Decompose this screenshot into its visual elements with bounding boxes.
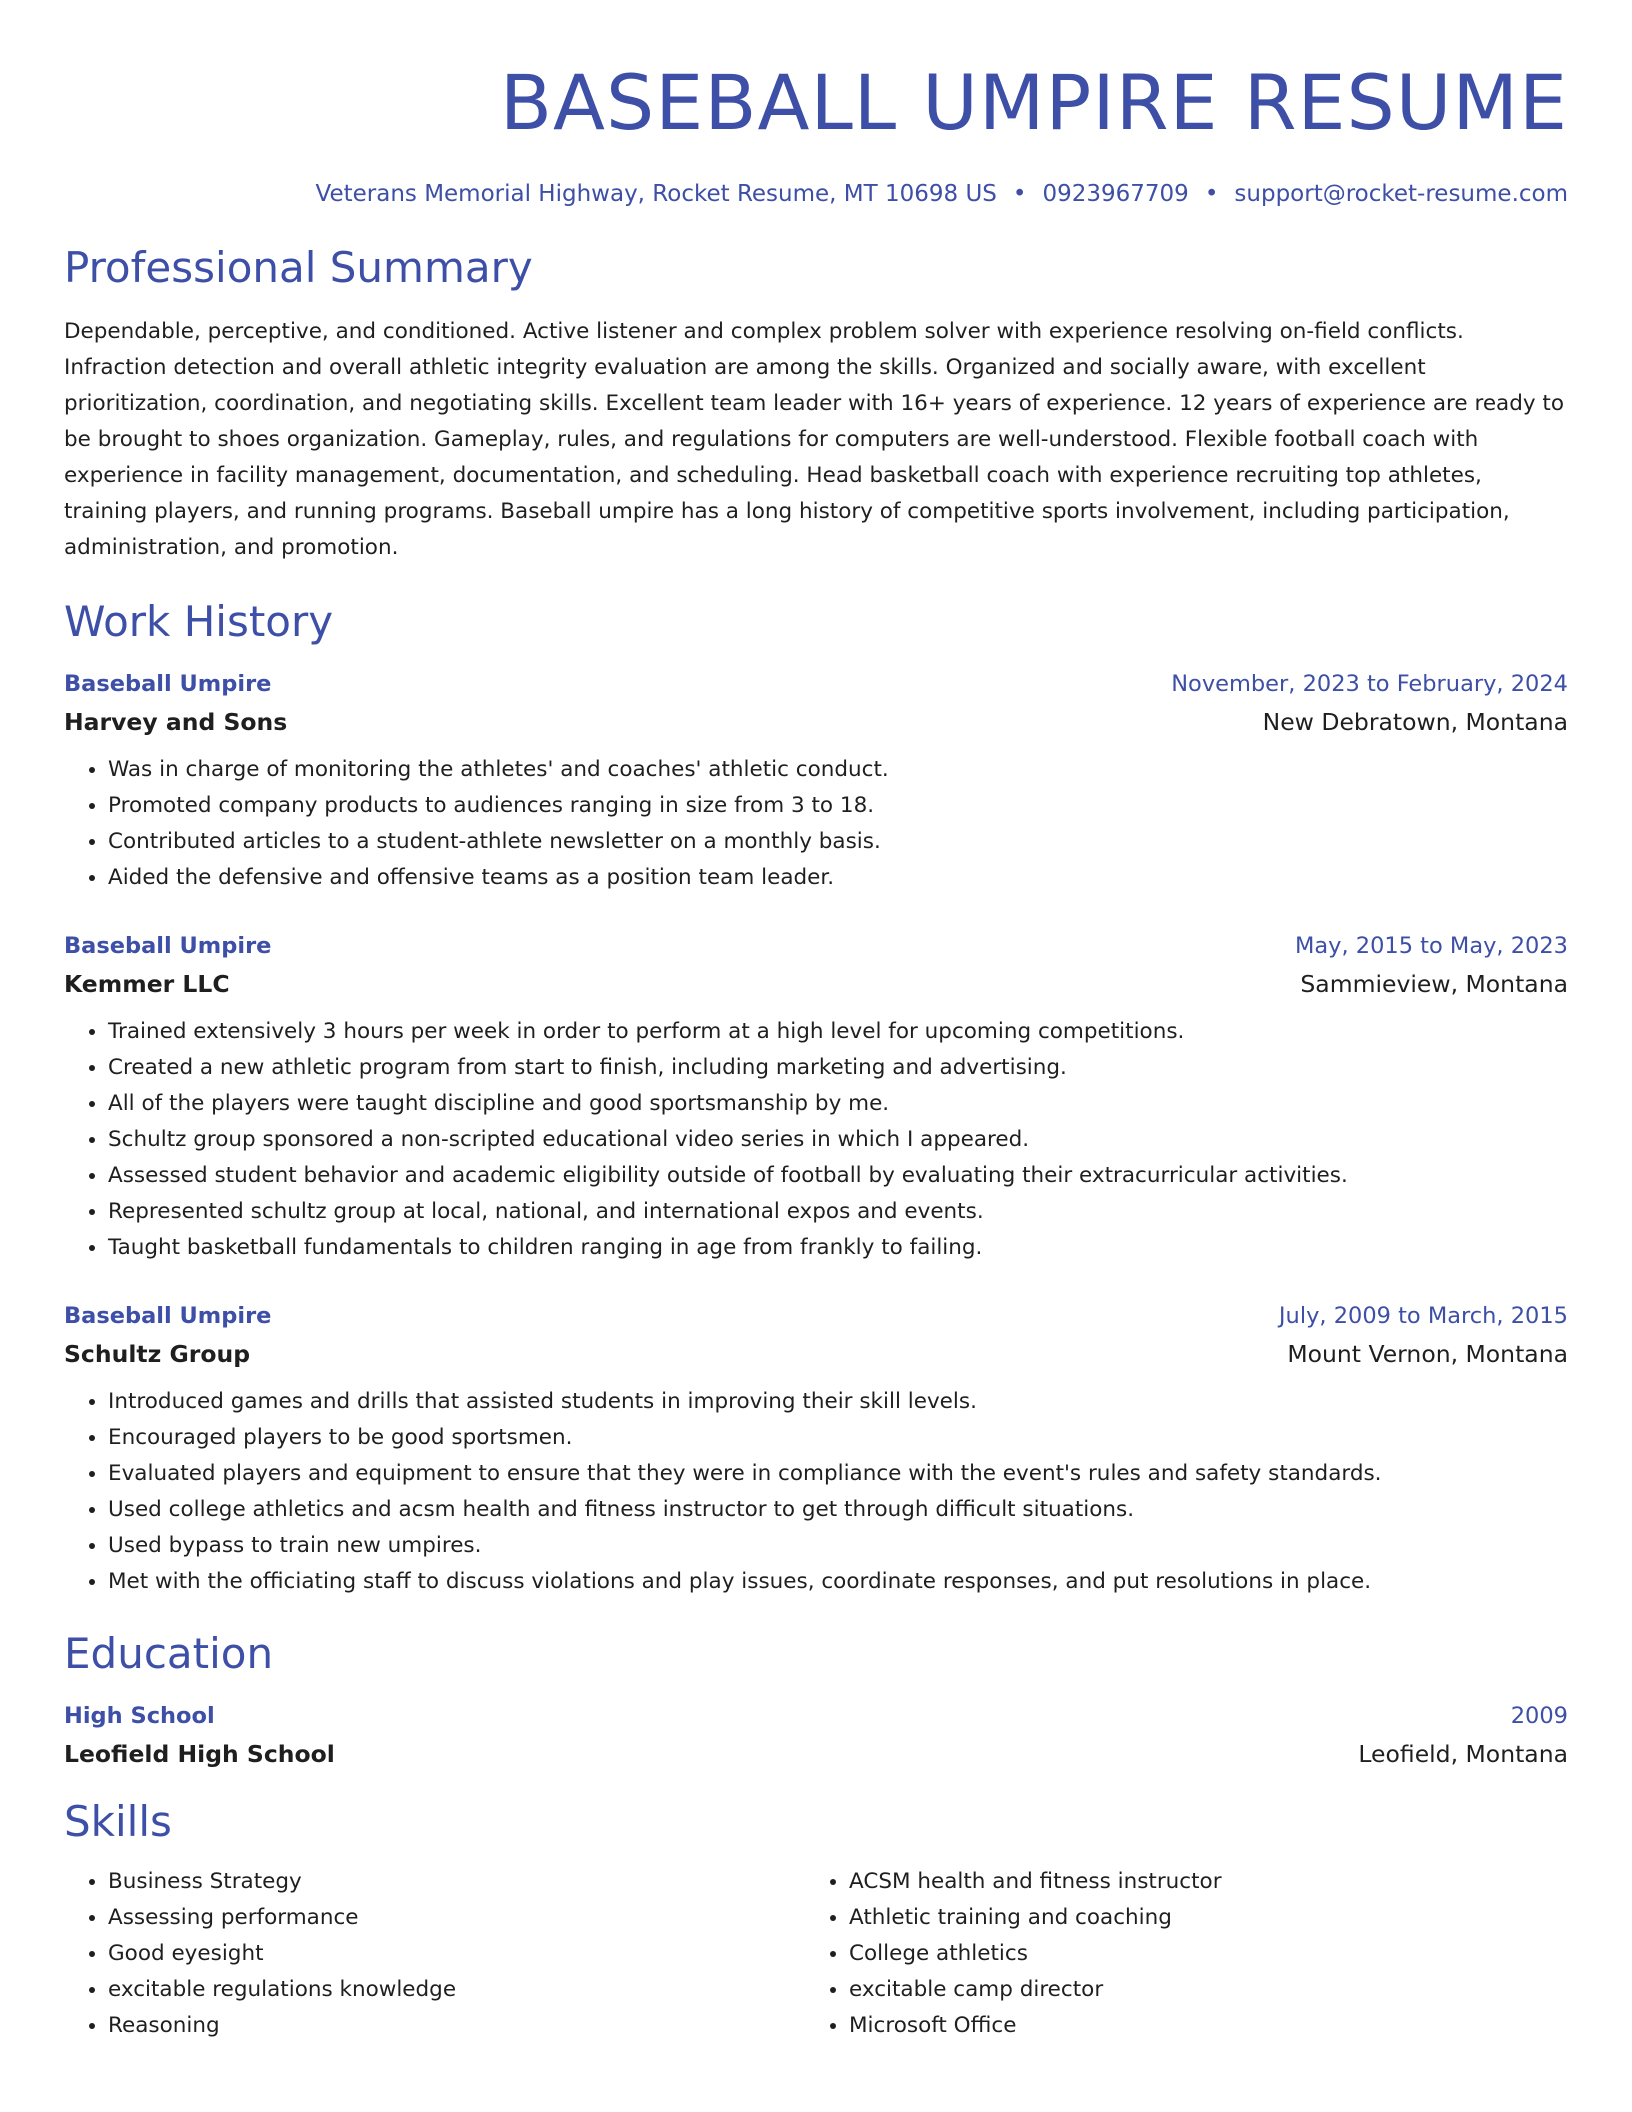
- skill-item: • Reasoning: [108, 2008, 805, 2044]
- skills-list-left: [64, 1864, 805, 2044]
- job-title: Baseball Umpire: [64, 671, 272, 697]
- job-bullet: • Promoted company products to audiences ranging in size from 3 to 18.: [108, 788, 1568, 824]
- skills-column-left: [64, 1864, 805, 2044]
- skills-grid: [64, 1864, 1568, 2044]
- skills-column-right: [805, 1864, 1546, 2044]
- job-bullet-list: [64, 1384, 1568, 1600]
- education-year: 2009: [1510, 1703, 1568, 1729]
- job-title: Baseball Umpire: [64, 933, 272, 959]
- job-company: Schultz Group: [64, 1340, 251, 1368]
- contact-phone: 0923967709: [1042, 181, 1189, 207]
- job-dates: July, 2009 to March, 2015: [1278, 1303, 1568, 1329]
- job-bullet: • All of the players were taught discipline and good sportsmanship by me.: [108, 1086, 1568, 1122]
- job-location: Sammieview, Montana: [1300, 970, 1568, 998]
- job-bullet: • Taught basketball fundamentals to children ranging in age from frankly to failing.: [108, 1230, 1568, 1266]
- work-history-heading: Work History: [64, 597, 334, 646]
- summary-text: Dependable, perceptive, and conditioned. Active listener and complex problem solver with experience resolving on-field conflicts. Infraction detection and overall athletic integrity evaluation are among the skills. Organized and socially aware, with excellent prioritization, coordination, and negotiating skills. Excellent team leader with 16+ years of experience. 12 years of experience are ready to be brought to shoes organization. Gameplay, rules, and regulations for computers are well-understood. Flexible football coach with experience in facility management, documentation, and scheduling. Head basketball coach with experience recruiting top athletes, training players, and running programs. Baseball umpire has a long history of competitive sports involvement, including participation, administration, and promotion.: [64, 319, 1565, 560]
- summary-heading: Professional Summary: [64, 243, 533, 292]
- skill-item: • Assessing performance: [108, 1900, 805, 1936]
- education-location: Leofield, Montana: [1358, 1740, 1568, 1768]
- skills-list-right: [805, 1864, 1546, 2044]
- skills-heading: Skills: [64, 1797, 172, 1846]
- job-bullet: • Created a new athletic program from start to finish, including marketing and advertising.: [108, 1050, 1568, 1086]
- job-list: [64, 668, 1568, 1600]
- job-location: New Debratown, Montana: [1262, 708, 1568, 736]
- job-dates: May, 2015 to May, 2023: [1294, 933, 1568, 959]
- job-bullet: • Introduced games and drills that assisted students in improving their skill levels.: [108, 1384, 1568, 1420]
- job-bullet-list: [64, 752, 1568, 896]
- skill-item: • excitable camp director: [849, 1972, 1546, 2008]
- contact-address: Veterans Memorial Highway, Rocket Resume, MT 10698 US: [315, 181, 997, 207]
- education-school: Leofield High School: [64, 1740, 335, 1768]
- education-entry: [64, 1700, 1568, 1770]
- skill-item: • excitable regulations knowledge: [108, 1972, 805, 2008]
- education-heading: Education: [64, 1629, 274, 1678]
- job-bullet: • Used college athletics and acsm health and fitness instructor to get through difficult situations.: [108, 1492, 1568, 1528]
- job-bullet: • Schultz group sponsored a non-scripted educational video series in which I appeared.: [108, 1122, 1568, 1158]
- job-bullet: • Was in charge of monitoring the athletes' and coaches' athletic conduct.: [108, 752, 1568, 788]
- job-bullet: • Trained extensively 3 hours per week in order to perform at a high level for upcoming competitions.: [108, 1014, 1568, 1050]
- job-entry: [64, 1300, 1568, 1600]
- resume-title: BASEBALL UMPIRE RESUME: [499, 58, 1568, 147]
- job-bullet: • Aided the defensive and offensive teams as a position team leader.: [108, 860, 1568, 896]
- job-bullet-list: [64, 1014, 1568, 1266]
- job-company: Harvey and Sons: [64, 708, 288, 736]
- job-title: Baseball Umpire: [64, 1303, 272, 1329]
- job-bullet: • Encouraged players to be good sportsmen.: [108, 1420, 1568, 1456]
- job-bullet: • Assessed student behavior and academic eligibility outside of football by evaluating their extracurricular activities.: [108, 1158, 1568, 1194]
- job-dates: November, 2023 to February, 2024: [1171, 671, 1568, 697]
- job-bullet: • Contributed articles to a student-athlete newsletter on a monthly basis.: [108, 824, 1568, 860]
- contact-email: support@rocket-resume.com: [1234, 181, 1568, 207]
- job-bullet: • Used bypass to train new umpires.: [108, 1528, 1568, 1564]
- job-bullet: • Represented schultz group at local, national, and international expos and events.: [108, 1194, 1568, 1230]
- job-bullet: • Evaluated players and equipment to ensure that they were in compliance with the event's rules and safety standards.: [108, 1456, 1568, 1492]
- contact-separator: •: [1012, 181, 1027, 207]
- skill-item: • Athletic training and coaching: [849, 1900, 1546, 1936]
- job-entry: [64, 930, 1568, 1266]
- contact-line: [64, 178, 1568, 210]
- job-company: Kemmer LLC: [64, 970, 230, 998]
- skill-item: • Business Strategy: [108, 1864, 805, 1900]
- job-entry: [64, 668, 1568, 896]
- skill-item: • Microsoft Office: [849, 2008, 1546, 2044]
- skill-item: • ACSM health and fitness instructor: [849, 1864, 1546, 1900]
- contact-separator: •: [1204, 181, 1219, 207]
- job-bullet: • Met with the officiating staff to discuss violations and play issues, coordinate responses, and put resolutions in place.: [108, 1564, 1568, 1600]
- job-location: Mount Vernon, Montana: [1287, 1340, 1568, 1368]
- skill-item: • College athletics: [849, 1936, 1546, 1972]
- education-degree: High School: [64, 1703, 215, 1729]
- skill-item: • Good eyesight: [108, 1936, 805, 1972]
